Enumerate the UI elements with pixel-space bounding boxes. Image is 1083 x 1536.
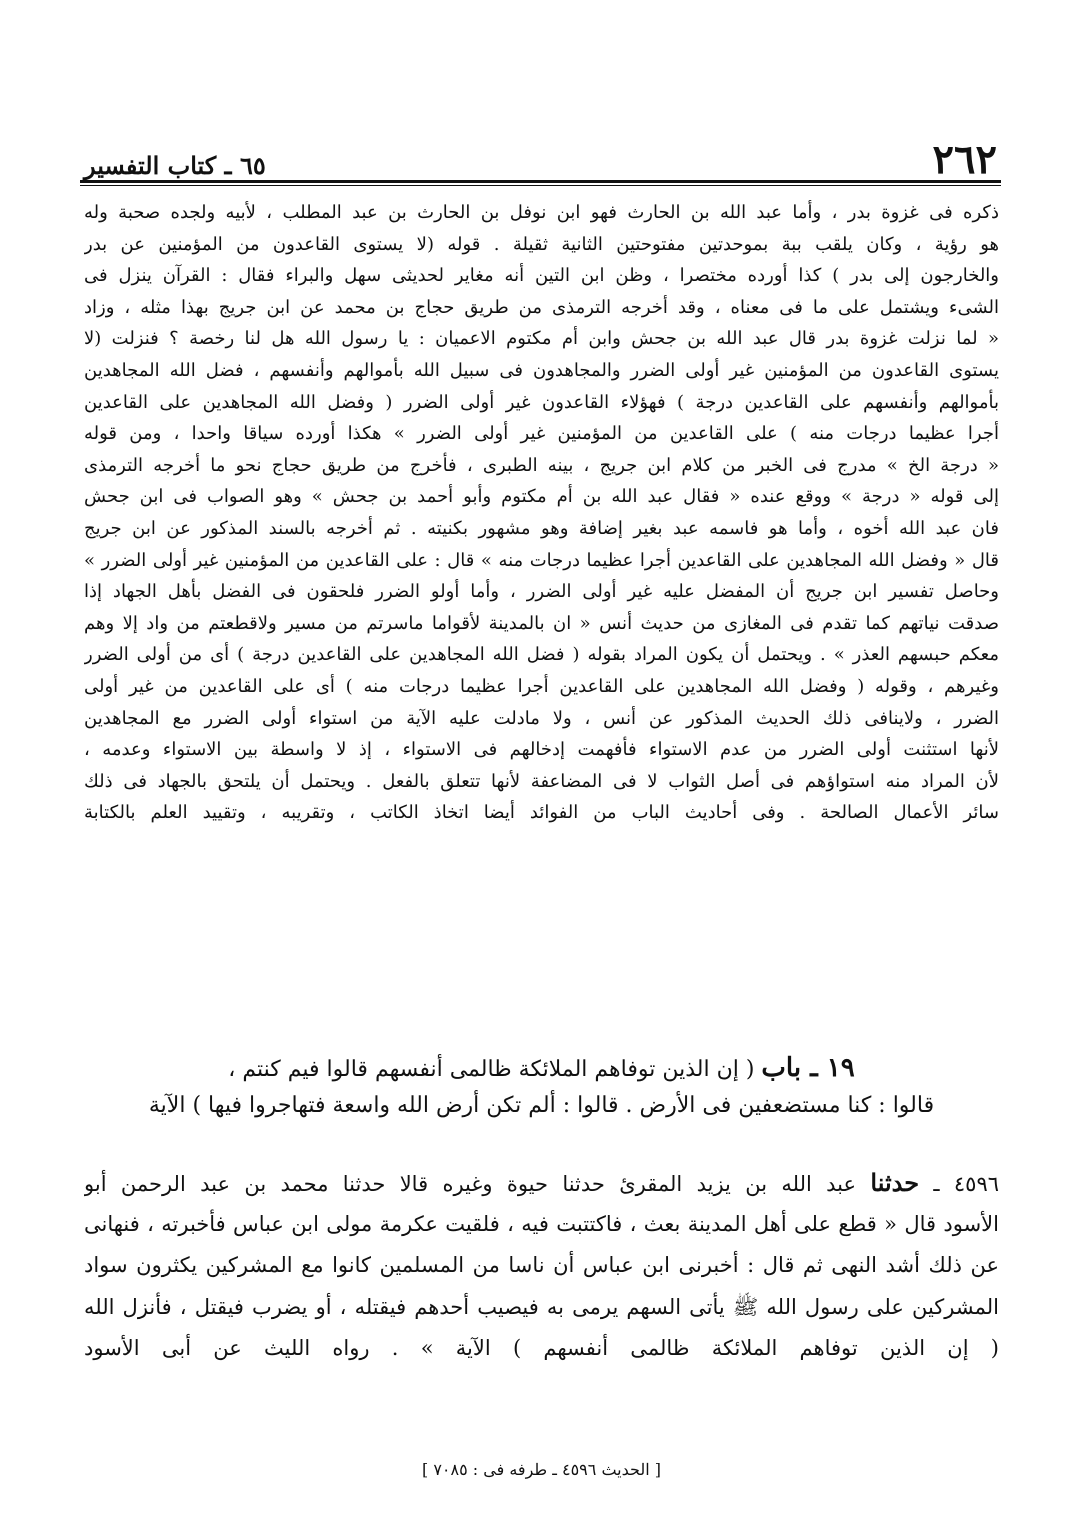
page-header bbox=[84, 128, 997, 183]
page-number: ٢٦٢ bbox=[932, 136, 997, 183]
commentary-line: ذكره فى غزوة بدر ، وأما عبد الله بن الحارث فهو ابن نوفل بن الحارث بن عبد المطلب ، لأبيه ولجده صحبة وله bbox=[84, 202, 999, 223]
hadith-line: عن ذلك أشد النهى ثم قال : أخبرنى ابن عباس أن ناسا من المسلمين كانوا مع المشركين يكثرون سواد bbox=[84, 1253, 999, 1277]
chapter-title: ٦٥ ـ كتاب التفسير bbox=[84, 151, 266, 180]
commentary-line: بأموالهم وأنفسهم على القاعدين درجة ) فهؤلاء القاعدون غير أولى الضرر ( وفضل الله المجاهدين على القاعدين bbox=[84, 391, 999, 413]
hadith-footnote: [ الحديث ٤٥٩٦ ـ طرفه فى : ٧٠٨٥ ] bbox=[422, 1460, 661, 1479]
commentary-line: معكم حبسهم العذر » . ويحتمل أن يكون المراد بقوله ( فضل الله المجاهدين على القاعدين درجة ) أى من أولى الضرر bbox=[84, 644, 999, 666]
commentary-line: إلى قوله « درجة » ووقع عنده « فقال عبد الله بن أم مكتوم وأبو أحمد بن جحش » وهو الصواب فى ابن جحش bbox=[84, 486, 999, 508]
bab-verse-2: قالوا : كنا مستضعفين فى الأرض . قالوا : ألم تكن أرض الله واسعة فتهاجروا فيها ) الآية bbox=[148, 1093, 935, 1118]
hadith-number: ٤٥٩٦ ـ bbox=[933, 1172, 999, 1196]
hadith-opener: حدثنا bbox=[870, 1168, 920, 1197]
chapter-heading-line bbox=[84, 1050, 999, 1088]
commentary-line: لأن المراد منه استواؤهم فى أصل الثواب لا فى المضاعفة لأنها تتعلق بالفعل . ويحتمل أن يلتحق بالجهاد فى ذلك bbox=[84, 770, 999, 792]
commentary-line: لأنها استثنت أولى الضرر من عدم الاستواء فأفهمت إدخالهم فى الاستواء ، إذ لا واسطة بين الاستواء وعدمه ، bbox=[84, 739, 999, 761]
commentary-line: يستوى القاعدون من المؤمنين غير أولى الضرر والمجاهدون فى سبيل الله بأموالهم وأنفسهم ، فضل الله المجاهدين bbox=[84, 359, 999, 381]
commentary-line: وحاصل تفسير ابن جريج أن المفضل عليه غير أولى الضرر ، وأما أولو الضرر فلحقون فى الفضل بأهل الجهاد إذا bbox=[84, 581, 999, 603]
commentary-line: فان عبد الله أخوه ، وأما هو فاسمه عبد بغير إضافة وهو مشهور بكنيته . ثم أخرجه بالسند المذكور عن ابن جريج bbox=[84, 517, 999, 539]
commentary-line: والخارجون إلى بدر ) كذا أورده مختصرا ، وظن ابن التين أنه مغاير لحديثى سهل والبراء فقال : القرآن ينزل فى bbox=[84, 265, 999, 287]
hadith-line: المشركين على رسول الله ﷺ يأتى السهم يرمى به فيصيب أحدهم فيقتله ، أو يضرب فيقتل ، فأنزل الله bbox=[84, 1294, 999, 1319]
commentary-line: صدقت نياتهم كما تقدم فى المغازى من حديث أنس « ان بالمدينة لأقواما ماسرتم من مسير ولاقطعتم من واد إلا وهم bbox=[84, 612, 999, 634]
header-rule bbox=[80, 180, 1001, 186]
commentary-line: وغيرهم ، وقوله ( وفضل الله المجاهدين على القاعدين أجرا عظيما درجات منه ) أى على القاعدين من غير أولى bbox=[84, 675, 999, 697]
bab-number: ١٩ ـ باب bbox=[761, 1053, 855, 1083]
commentary-line: « لما نزلت غزوة بدر قال عبد الله بن جحش وابن أم مكتوم الاعميان : يا رسول الله هل لنا رخصة ؟ فنزلت (لا bbox=[84, 328, 999, 350]
commentary-line: الشىء ويشتمل على ما فى معناه ، وقد أخرجه الترمذى من طريق حجاج بن محمد عن ابن جريج بهذا مثله ، وزاد bbox=[84, 296, 999, 318]
hadith-block bbox=[84, 1162, 999, 1370]
commentary-block bbox=[84, 197, 999, 829]
commentary-line: أجرا عظيما درجات منه ) على القاعدين من المؤمنين غير أولى الضرر » هكذا أورده سياقا واحدا ، ومن قوله bbox=[84, 423, 999, 445]
commentary-line: « درجة الخ » مدرج فى الخبر من كلام ابن جريج ، بينه الطبرى ، فأخرج من طريق حجاج نحو ما أخرجه الترمذى bbox=[84, 454, 999, 476]
commentary-line: قال « وفضل الله المجاهدين على القاعدين أجرا عظيما درجات منه » قال : على القاعدين من المؤمنين غير أولى الضرر » bbox=[84, 549, 999, 571]
hadith-first-line bbox=[84, 1162, 999, 1204]
hadith-line: الأسود قال « قطع على أهل المدينة بعث ، فاكتتبت فيه ، فلقيت عكرمة مولى ابن عباس فأخبرته ، فنهانى bbox=[84, 1211, 999, 1236]
commentary-line: الضرر ، ولاينافى ذلك الحديث المذكور عن أنس ، ولا مادلت عليه الآية من استواء أولى الضرر مع المجاهدين bbox=[84, 707, 999, 729]
hadith-isnad: عبد الله بن يزيد المقرئ حدثنا حيوة وغيره قالا حدثنا محمد بن عبد الرحمن أبو bbox=[84, 1172, 857, 1196]
bab-verse-1: ( إن الذين توفاهم الملائكة ظالمى أنفسهم قالوا فيم كنتم ، bbox=[228, 1057, 755, 1082]
hadith-line: ( إن الذين توفاهم الملائكة ظالمى أنفسهم ) الآية » . رواه الليث عن أبى الأسود bbox=[84, 1336, 999, 1360]
commentary-line: هو رؤية ، وكان يلقب ببة بموحدتين مفتوحتين الثانية ثقيلة . قوله (لا يستوى القاعدون من المؤمنين عن بدر bbox=[84, 233, 999, 255]
commentary-line: سائر الأعمال الصالحة . وفى أحاديث الباب من الفوائد أيضا اتخاذ الكاتب ، وتقريبه ، وتقييد العلم بالكتابة bbox=[84, 802, 999, 824]
chapter-heading bbox=[84, 1050, 999, 1124]
